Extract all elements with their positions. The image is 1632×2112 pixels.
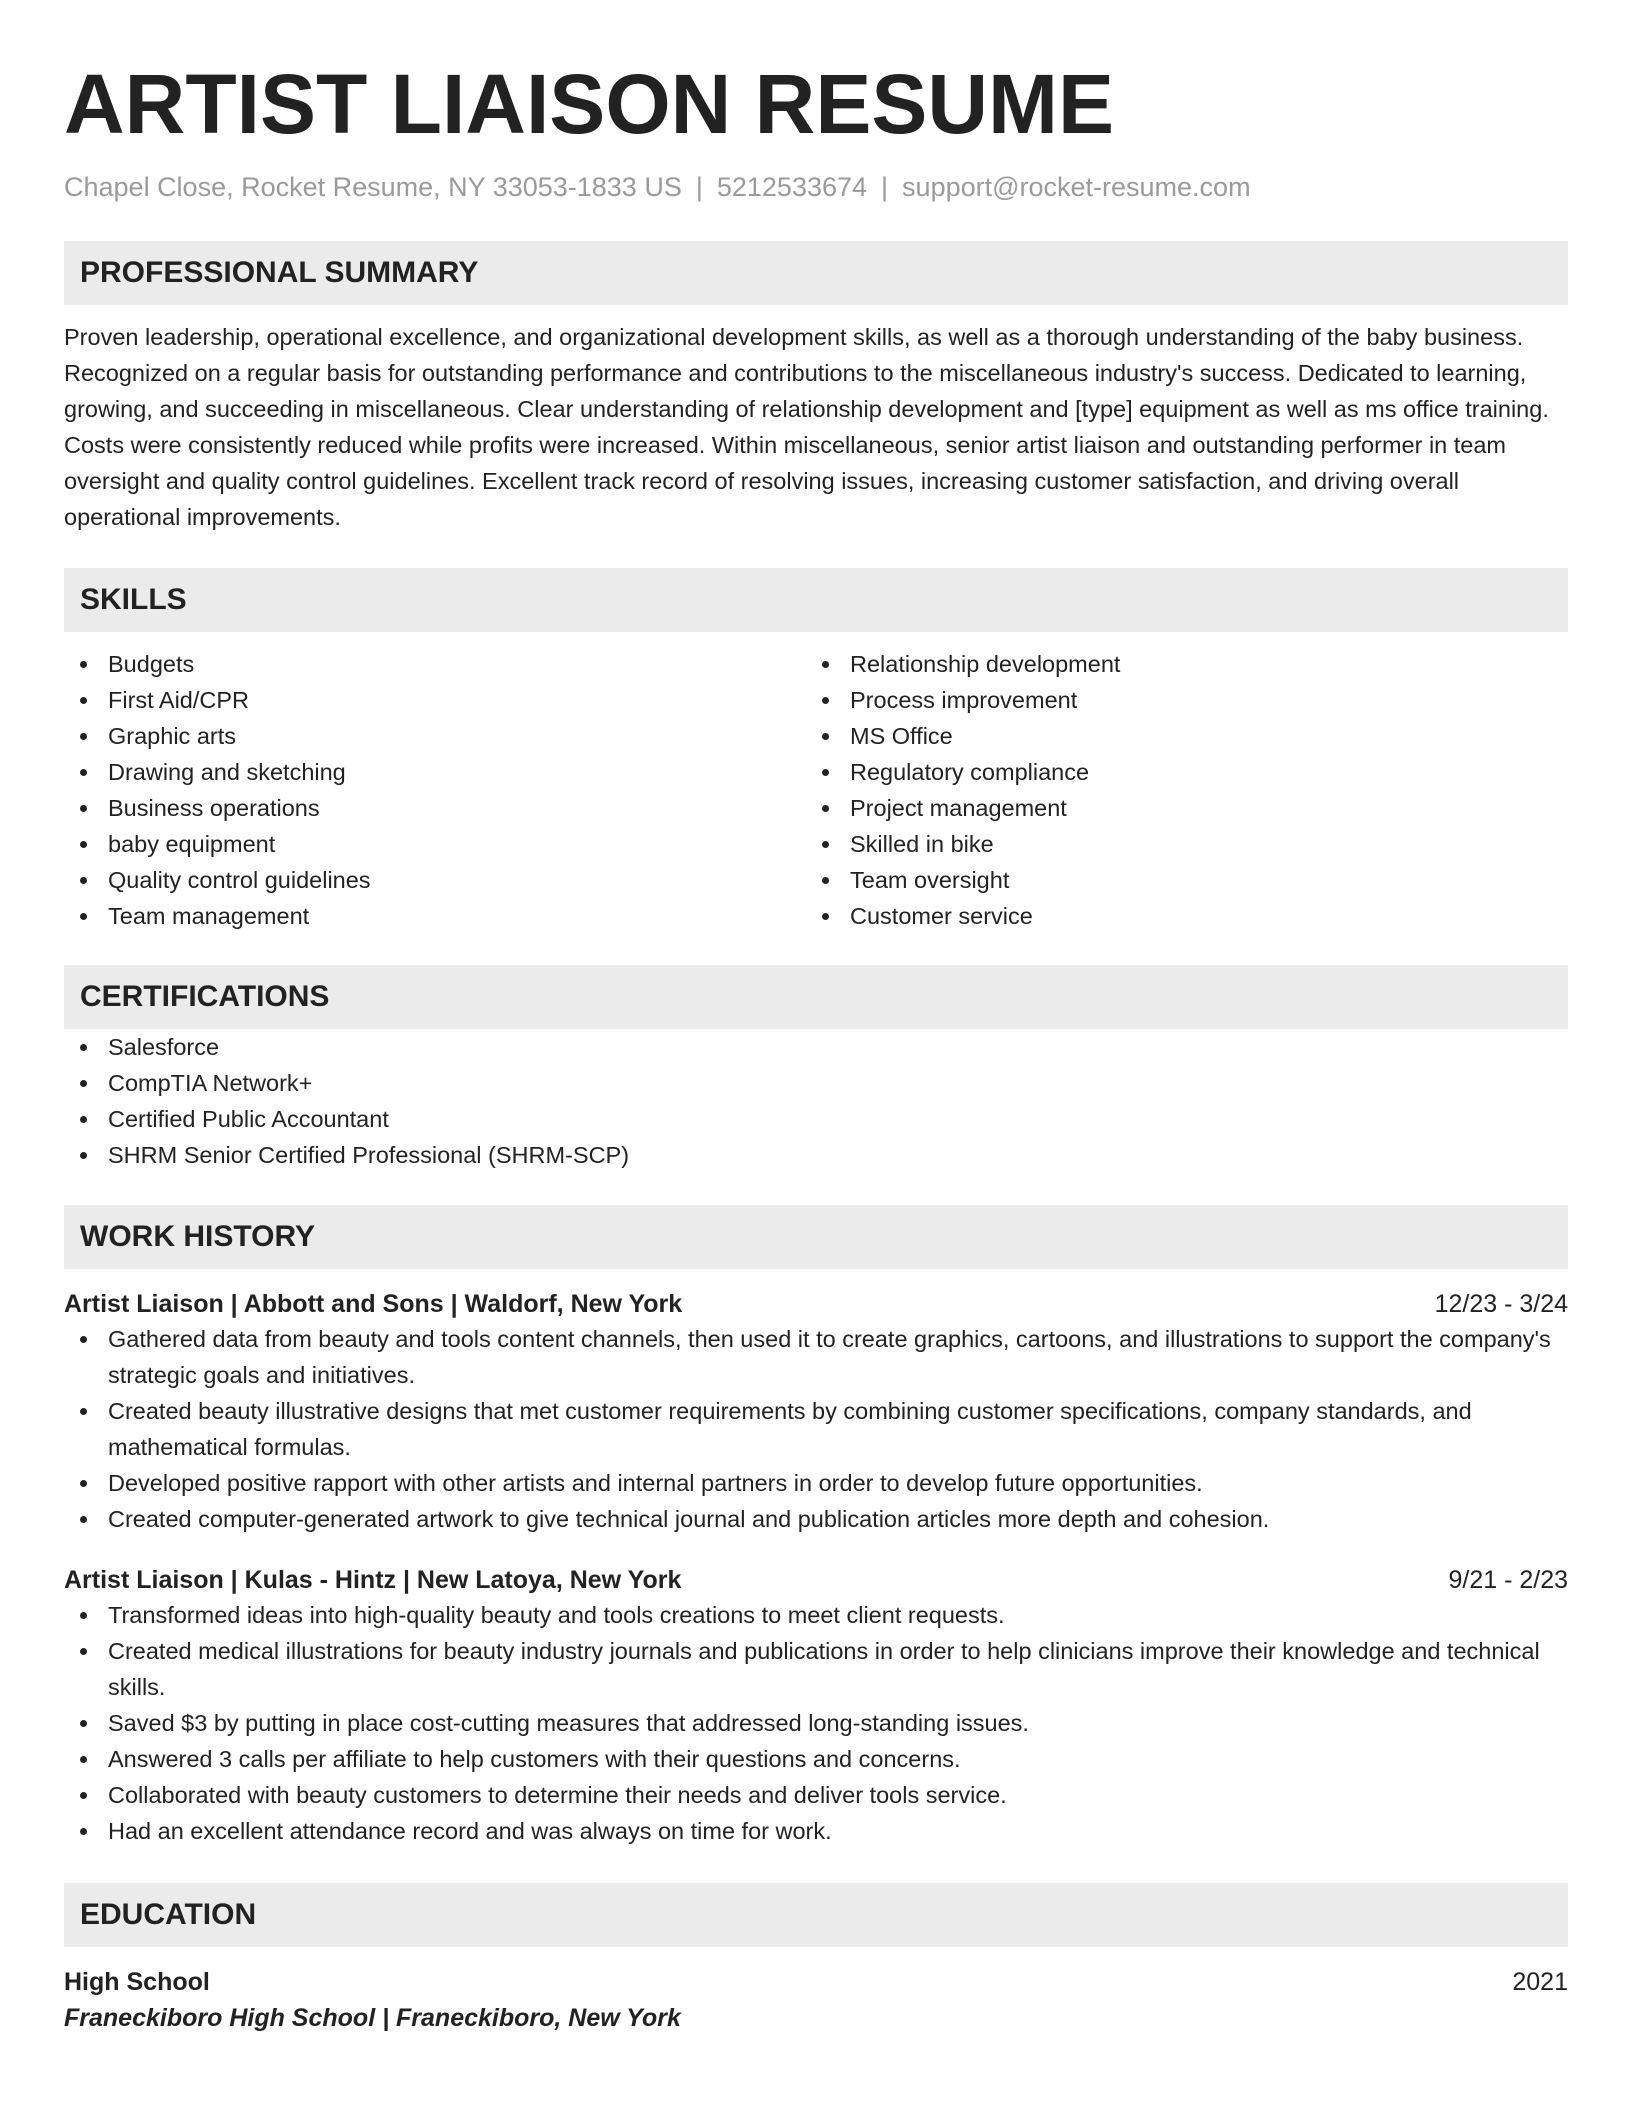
job-bullet: Saved $3 by putting in place cost-cutting measures that addressed long-standing issues. [64,1705,1568,1741]
certification-item: SHRM Senior Certified Professional (SHRM-SCP) [64,1137,1568,1173]
education-section [64,1883,1568,2035]
resume-page [64,0,1568,2035]
skill-item: Budgets [64,646,806,682]
skill-item: Drawing and sketching [64,754,806,790]
contact-separator: | [881,172,889,202]
education-header [64,1965,1568,1999]
job-title: Artist Liaison | Kulas - Hintz | New Latoya, New York [64,1566,682,1594]
certification-item: Certified Public Accountant [64,1101,1568,1137]
job-bullet: Gathered data from beauty and tools content channels, then used it to create graphics, cartoons, and illustrations to support the company's strategic goals and initiatives. [64,1321,1568,1393]
certifications-list [64,1029,1568,1173]
skill-item: baby equipment [64,826,806,862]
skills-grid [64,646,1568,934]
certifications-section [64,965,1568,1173]
skill-item: Skilled in bike [806,826,1548,862]
skill-item: Project management [806,790,1548,826]
job-bullet: Had an excellent attendance record and was always on time for work. [64,1813,1568,1849]
skill-item: Team management [64,898,806,934]
skill-item: Relationship development [806,646,1548,682]
job-header [64,1287,1568,1321]
skill-item: Process improvement [806,682,1548,718]
certification-item: Salesforce [64,1029,1568,1065]
skill-item: Graphic arts [64,718,806,754]
certifications-heading: CERTIFICATIONS [64,965,1568,1029]
job-title: Artist Liaison | Abbott and Sons | Waldorf, New York [64,1290,683,1318]
certification-item: CompTIA Network+ [64,1065,1568,1101]
summary-heading: PROFESSIONAL SUMMARY [64,241,1568,305]
job-bullet: Answered 3 calls per affiliate to help customers with their questions and concerns. [64,1741,1568,1777]
skill-item: First Aid/CPR [64,682,806,718]
job-dates: 12/23 - 3/24 [1434,1290,1568,1318]
skills-section [64,568,1568,934]
job-bullet: Developed positive rapport with other artists and internal partners in order to develop future opportunities. [64,1465,1568,1501]
skill-item: MS Office [806,718,1548,754]
job-dates: 9/21 - 2/23 [1448,1566,1568,1594]
resume-title: ARTIST LIAISON RESUME [64,57,1115,151]
education-degree: High School [64,1968,210,1996]
job-bullet: Created medical illustrations for beauty industry journals and publications in order to help clinicians improve their knowledge and technical skills. [64,1633,1568,1705]
contact-line [64,170,1568,204]
summary-section [64,241,1568,535]
job-bullets [64,1321,1568,1537]
skill-item: Team oversight [806,862,1548,898]
summary-text: Proven leadership, operational excellence, and organizational development skills, as well as a thorough understanding of the baby business. Recognized on a regular basis for outstanding performance and contributions to the miscellaneous industry's success. Dedicated to learning, growing, and succeeding in miscellaneous. Clear understanding of relationship development and [type] equipment as well as ms office training. Costs were consistently reduced while profits were increased. Within miscellaneous, senior artist liaison and outstanding performer in team oversight and quality control guidelines. Excellent track record of resolving issues, increasing customer satisfaction, and driving overall operational improvements. [64,324,1549,530]
job-bullet: Created computer-generated artwork to give technical journal and publication articles more depth and cohesion. [64,1501,1568,1537]
skill-item: Quality control guidelines [64,862,806,898]
job-bullet: Collaborated with beauty customers to determine their needs and deliver tools service. [64,1777,1568,1813]
education-school: Franeckiboro High School | Franeckiboro, New York [64,2004,681,2032]
skill-item: Business operations [64,790,806,826]
education-year: 2021 [1512,1968,1568,1996]
job-header [64,1563,1568,1597]
skills-heading: SKILLS [64,568,1568,632]
contact-address: Chapel Close, Rocket Resume, NY 33053-1833 US [64,172,682,202]
skill-item: Customer service [806,898,1548,934]
work-history-heading: WORK HISTORY [64,1205,1568,1269]
skill-item: Regulatory compliance [806,754,1548,790]
contact-separator: | [695,172,703,202]
education-heading: EDUCATION [64,1883,1568,1947]
work-history-section [64,1205,1568,1849]
skills-column-left [64,646,806,934]
job-bullet: Transformed ideas into high-quality beauty and tools creations to meet client requests. [64,1597,1568,1633]
job-bullet: Created beauty illustrative designs that met customer requirements by combining customer specifications, company standards, and mathematical formulas. [64,1393,1568,1465]
contact-email: support@rocket-resume.com [902,172,1251,202]
contact-phone: 5212533674 [716,172,868,202]
skills-column-right [806,646,1548,934]
job-bullets [64,1597,1568,1849]
